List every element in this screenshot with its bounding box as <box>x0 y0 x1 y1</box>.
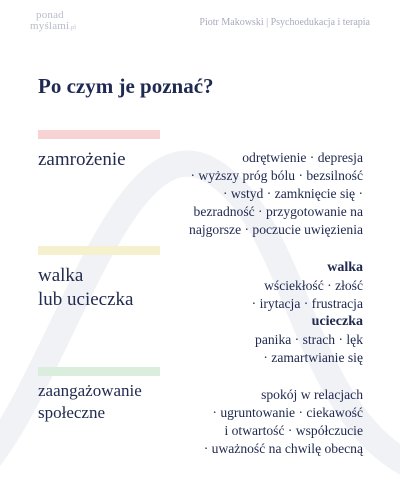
desc-line: najgorsze · poczucie uwięzienia <box>189 222 363 237</box>
logo-line2: myślami.pl <box>30 20 77 32</box>
desc-line: odrętwienie · depresja <box>242 150 363 165</box>
section-label-freeze: zamrożenie <box>38 149 126 170</box>
desc-line: panika · strach · lęk <box>255 332 363 347</box>
desc-line: · zamartwianie się <box>263 350 363 365</box>
section-desc-freeze <box>189 149 363 239</box>
desc-heading-fight: walka <box>327 260 363 275</box>
section-bar-social-engagement <box>38 367 160 376</box>
desc-line: · irytacja · frustracja <box>251 296 363 311</box>
section-label-social-engagement: zaangażowanie społeczne <box>38 381 142 422</box>
section-label-fight-flight: walka lub ucieczka <box>38 265 134 310</box>
header-text: Piotr Makowski | Psychoedukacja i terapia <box>199 17 370 28</box>
page-title: Po czym je poznać? <box>38 74 214 98</box>
section-bar-freeze <box>38 130 160 139</box>
logo <box>30 10 76 34</box>
section-desc-fight-flight <box>252 259 363 367</box>
section-desc-social-engagement <box>204 386 363 458</box>
desc-line: wściekłość · złość <box>264 278 363 293</box>
desc-line: i otwartość · współczucie <box>224 423 363 438</box>
desc-line: bezradność · przygotowanie na <box>193 204 363 219</box>
section-bar-fight-flight <box>38 246 160 255</box>
desc-heading-flight: ucieczka <box>311 314 363 329</box>
desc-line: · uważność na chwilę obecną <box>203 441 363 456</box>
desc-line: · wyższy próg bólu · bezsilność <box>190 168 363 183</box>
desc-line: · wstyd · zamknięcie się · <box>222 186 363 201</box>
logo-ext: .pl <box>69 25 77 31</box>
logo-line1: ponad <box>36 9 64 21</box>
desc-line: spokój w relacjach <box>261 387 363 402</box>
desc-line: · ugruntowanie · ciekawość <box>212 405 363 420</box>
